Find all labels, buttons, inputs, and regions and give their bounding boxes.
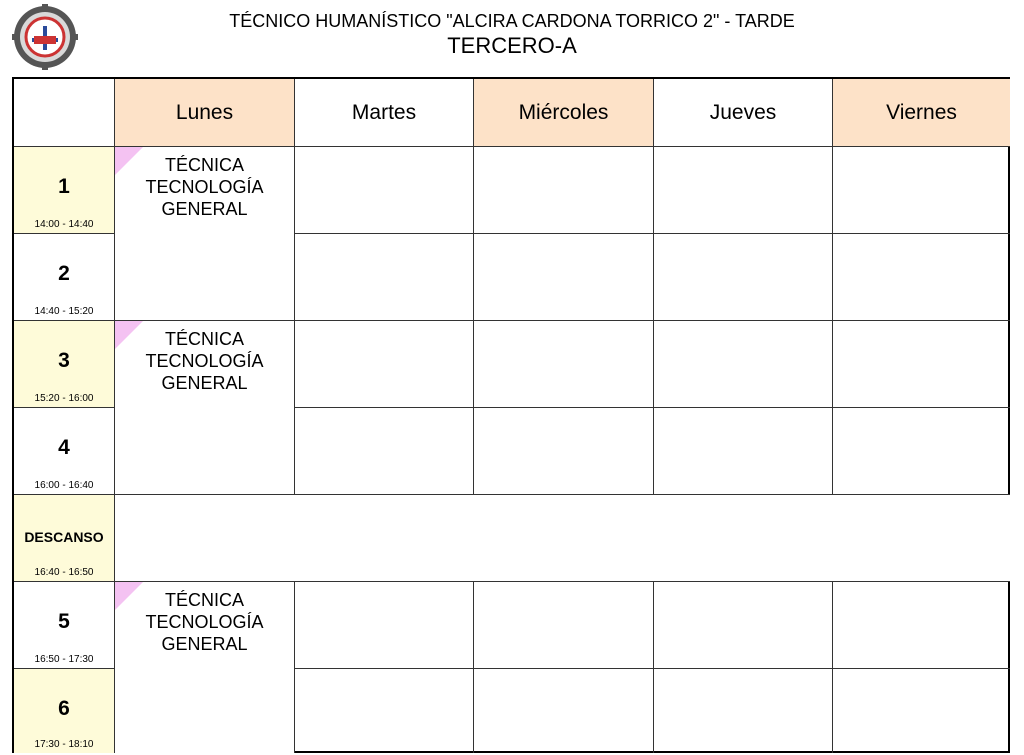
schedule-slot[interactable] [474, 321, 654, 408]
period-break: DESCANSO 16:40 - 16:50 [14, 495, 115, 582]
schedule-slot[interactable] [833, 669, 1010, 753]
period-5: 5 16:50 - 17:30 [14, 582, 115, 669]
schedule-slot[interactable] [654, 234, 833, 321]
group-name: TERCERO-A [447, 33, 577, 58]
subject-block[interactable]: TÉCNICA TECNOLOGÍA GENERAL [115, 582, 295, 753]
schedule-slot[interactable] [833, 582, 1010, 669]
schedule-slot[interactable] [295, 234, 474, 321]
schedule-slot[interactable] [654, 147, 833, 234]
school-name: TÉCNICO HUMANÍSTICO "ALCIRA CARDONA TORRICO 2" - TARDE [229, 11, 795, 31]
schedule-slot[interactable] [474, 147, 654, 234]
schedule-slot[interactable] [295, 147, 474, 234]
period-1: 1 14:00 - 14:40 [14, 147, 115, 234]
period-6: 6 17:30 - 18:10 [14, 669, 115, 753]
period-4: 4 16:00 - 16:40 [14, 408, 115, 495]
schedule-slot[interactable] [474, 669, 654, 753]
day-header-viernes: Viernes [833, 79, 1010, 147]
subject-block[interactable]: TÉCNICA TECNOLOGÍA GENERAL [115, 321, 295, 495]
day-header-miercoles: Miércoles [474, 79, 654, 147]
day-header-martes: Martes [295, 79, 474, 147]
day-header-jueves: Jueves [654, 79, 833, 147]
schedule-slot[interactable] [474, 408, 654, 495]
schedule-slot[interactable] [833, 147, 1010, 234]
corner-cell [14, 79, 115, 147]
schedule-slot[interactable] [833, 408, 1010, 495]
schedule-grid [12, 77, 1010, 753]
schedule-slot[interactable] [295, 582, 474, 669]
schedule-slot[interactable] [474, 582, 654, 669]
schedule-slot[interactable] [295, 408, 474, 495]
schedule-slot[interactable] [295, 321, 474, 408]
day-header-lunes: Lunes [115, 79, 295, 147]
schedule-slot[interactable] [654, 669, 833, 753]
schedule-slot[interactable] [654, 321, 833, 408]
subject-block[interactable]: TÉCNICA TECNOLOGÍA GENERAL [115, 147, 295, 321]
schedule-slot[interactable] [654, 582, 833, 669]
period-2: 2 14:40 - 15:20 [14, 234, 115, 321]
schedule-slot[interactable] [833, 321, 1010, 408]
schedule-slot[interactable] [654, 408, 833, 495]
break-row [115, 495, 1010, 582]
schedule-slot[interactable] [474, 234, 654, 321]
schedule-slot[interactable] [833, 234, 1010, 321]
schedule-slot[interactable] [295, 669, 474, 753]
period-3: 3 15:20 - 16:00 [14, 321, 115, 408]
